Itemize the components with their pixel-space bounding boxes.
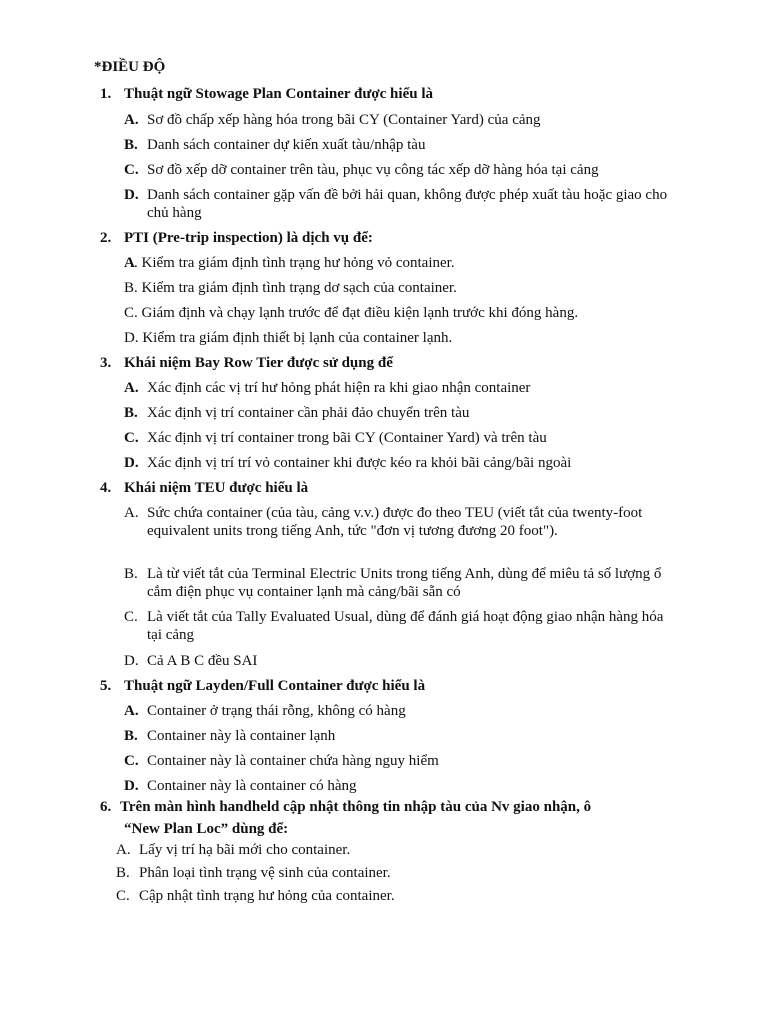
- option-3b: [124, 404, 684, 422]
- option-letter: C.: [124, 162, 139, 178]
- option-letter: D.: [124, 187, 139, 203]
- option-letter: C.: [124, 753, 139, 769]
- question-2: [100, 229, 700, 247]
- option-4d: [124, 652, 684, 670]
- option-2d: [124, 329, 684, 347]
- question-text: Khái niệm Bay Row Tier được sử dụng để: [124, 355, 393, 371]
- option-letter: A.: [124, 380, 139, 396]
- option-letter: D.: [124, 653, 139, 669]
- option-text: Container này là container lạnh: [147, 728, 336, 744]
- option-text: C. Giám định và chạy lạnh trước để đạt điều kiện lạnh trước khi đóng hàng.: [124, 305, 579, 321]
- option-1d: [124, 186, 684, 222]
- option-letter: A: [124, 255, 135, 271]
- option-letter: D.: [124, 778, 139, 794]
- option-3c: [124, 429, 684, 447]
- question-number: 1.: [100, 86, 112, 102]
- option-letter: A.: [116, 842, 131, 858]
- option-text: Là từ viết tắt của Terminal Electric Units trong tiếng Anh, dùng để miêu tả số lượng ổ cắm điện phục vụ container lạnh mà cảng/bãi sẵn có: [147, 566, 662, 600]
- option-text: Phân loại tình trạng vệ sinh của container.: [139, 865, 391, 881]
- option-5c: [124, 752, 684, 770]
- option-4b: [124, 565, 684, 601]
- option-text: Cập nhật tình trạng hư hỏng của container.: [139, 888, 395, 904]
- option-text: Danh sách container gặp vấn đề bởi hải quan, không được phép xuất tàu hoặc giao cho chủ hàng: [147, 187, 668, 221]
- option-3a: [124, 379, 684, 397]
- question-text: Khái niệm TEU được hiểu là: [124, 480, 309, 496]
- option-6c: [116, 887, 676, 905]
- option-1c: [124, 161, 684, 179]
- option-2b: [124, 279, 684, 297]
- option-4c: [124, 608, 684, 644]
- option-letter: C.: [124, 430, 139, 446]
- option-text: B. Kiểm tra giám định tình trạng dơ sạch của container.: [124, 280, 457, 296]
- option-text: Xác định các vị trí hư hỏng phát hiện ra khi giao nhận container: [147, 380, 531, 396]
- option-6b: [116, 864, 676, 882]
- option-letter: D.: [124, 455, 139, 471]
- question-text: Thuật ngữ Stowage Plan Container được hiểu là: [124, 86, 433, 102]
- option-letter: B.: [124, 728, 138, 744]
- option-3d: [124, 454, 684, 472]
- question-number: 5.: [100, 678, 112, 694]
- option-6a: [116, 841, 676, 859]
- option-text: Cả A B C đều SAI: [147, 653, 258, 669]
- option-2a: [124, 254, 684, 272]
- option-letter: C.: [116, 888, 130, 904]
- option-text: Sơ đồ xếp dỡ container trên tàu, phục vụ công tác xếp dỡ hàng hóa tại cảng: [147, 162, 599, 178]
- option-letter: C.: [124, 609, 138, 625]
- question-number: 3.: [100, 355, 112, 371]
- question-4: [100, 479, 700, 497]
- option-letter: B.: [124, 566, 138, 582]
- option-text: . Kiểm tra giám định tình trạng hư hỏng vỏ container.: [134, 255, 455, 271]
- option-letter: B.: [124, 405, 138, 421]
- option-text: Container này là container có hàng: [147, 778, 357, 794]
- question-number: 4.: [100, 480, 112, 496]
- option-text: Sức chứa container (của tàu, cảng v.v.) được đo theo TEU (viết tắt của twenty-foot equivalent units trong tiếng Anh, tức "đơn vị tương đương 20 foot").: [147, 505, 643, 539]
- option-letter: B.: [116, 865, 130, 881]
- option-5b: [124, 727, 684, 745]
- question-number: 6.: [100, 799, 112, 815]
- question-6: [100, 798, 700, 838]
- question-text: PTI (Pre-trip inspection) là dịch vụ để:: [124, 230, 373, 246]
- question-text: Thuật ngữ Layden/Full Container được hiểu là: [124, 678, 426, 694]
- question-text-line2: “New Plan Loc” dùng để:: [124, 821, 289, 837]
- question-number: 2.: [100, 230, 112, 246]
- option-letter: A.: [124, 112, 139, 128]
- option-letter: B.: [124, 137, 138, 153]
- option-text: Xác định vị trí container cần phải đảo chuyển trên tàu: [147, 405, 470, 421]
- question-text-line1: Trên màn hình handheld cập nhật thông tin nhập tàu của Nv giao nhận, ô: [120, 799, 592, 815]
- option-text: Container ở trạng thái rỗng, không có hàng: [147, 703, 406, 719]
- option-text: Danh sách container dự kiến xuất tàu/nhập tàu: [147, 137, 426, 153]
- option-letter: A.: [124, 505, 139, 521]
- option-text: Xác định vị trí trí vỏ container khi được kéo ra khỏi bãi cảng/bãi ngoài: [147, 455, 572, 471]
- option-text: Sơ đồ chấp xếp hàng hóa trong bãi CY (Container Yard) của cảng: [147, 112, 541, 128]
- question-3: [100, 354, 700, 372]
- section-heading: *ĐIỀU ĐỘ: [94, 59, 166, 75]
- question-1: [100, 85, 700, 103]
- option-text: Xác định vị trí container trong bãi CY (Container Yard) và trên tàu: [147, 430, 547, 446]
- option-2c: [124, 304, 684, 322]
- option-text: Lấy vị trí hạ bãi mới cho container.: [139, 842, 351, 858]
- question-5: [100, 677, 700, 695]
- option-1b: [124, 136, 684, 154]
- option-1a: [124, 111, 684, 129]
- option-5a: [124, 702, 684, 720]
- option-letter: A.: [124, 703, 139, 719]
- option-4a: [124, 504, 684, 558]
- option-text: Là viết tắt của Tally Evaluated Usual, dùng để đánh giá hoạt động giao nhận hàng hóa tại cảng: [147, 609, 664, 643]
- option-text: D. Kiểm tra giám định thiết bị lạnh của container lạnh.: [124, 330, 453, 346]
- option-text: Container này là container chứa hàng nguy hiểm: [147, 753, 439, 769]
- option-5d: [124, 777, 684, 795]
